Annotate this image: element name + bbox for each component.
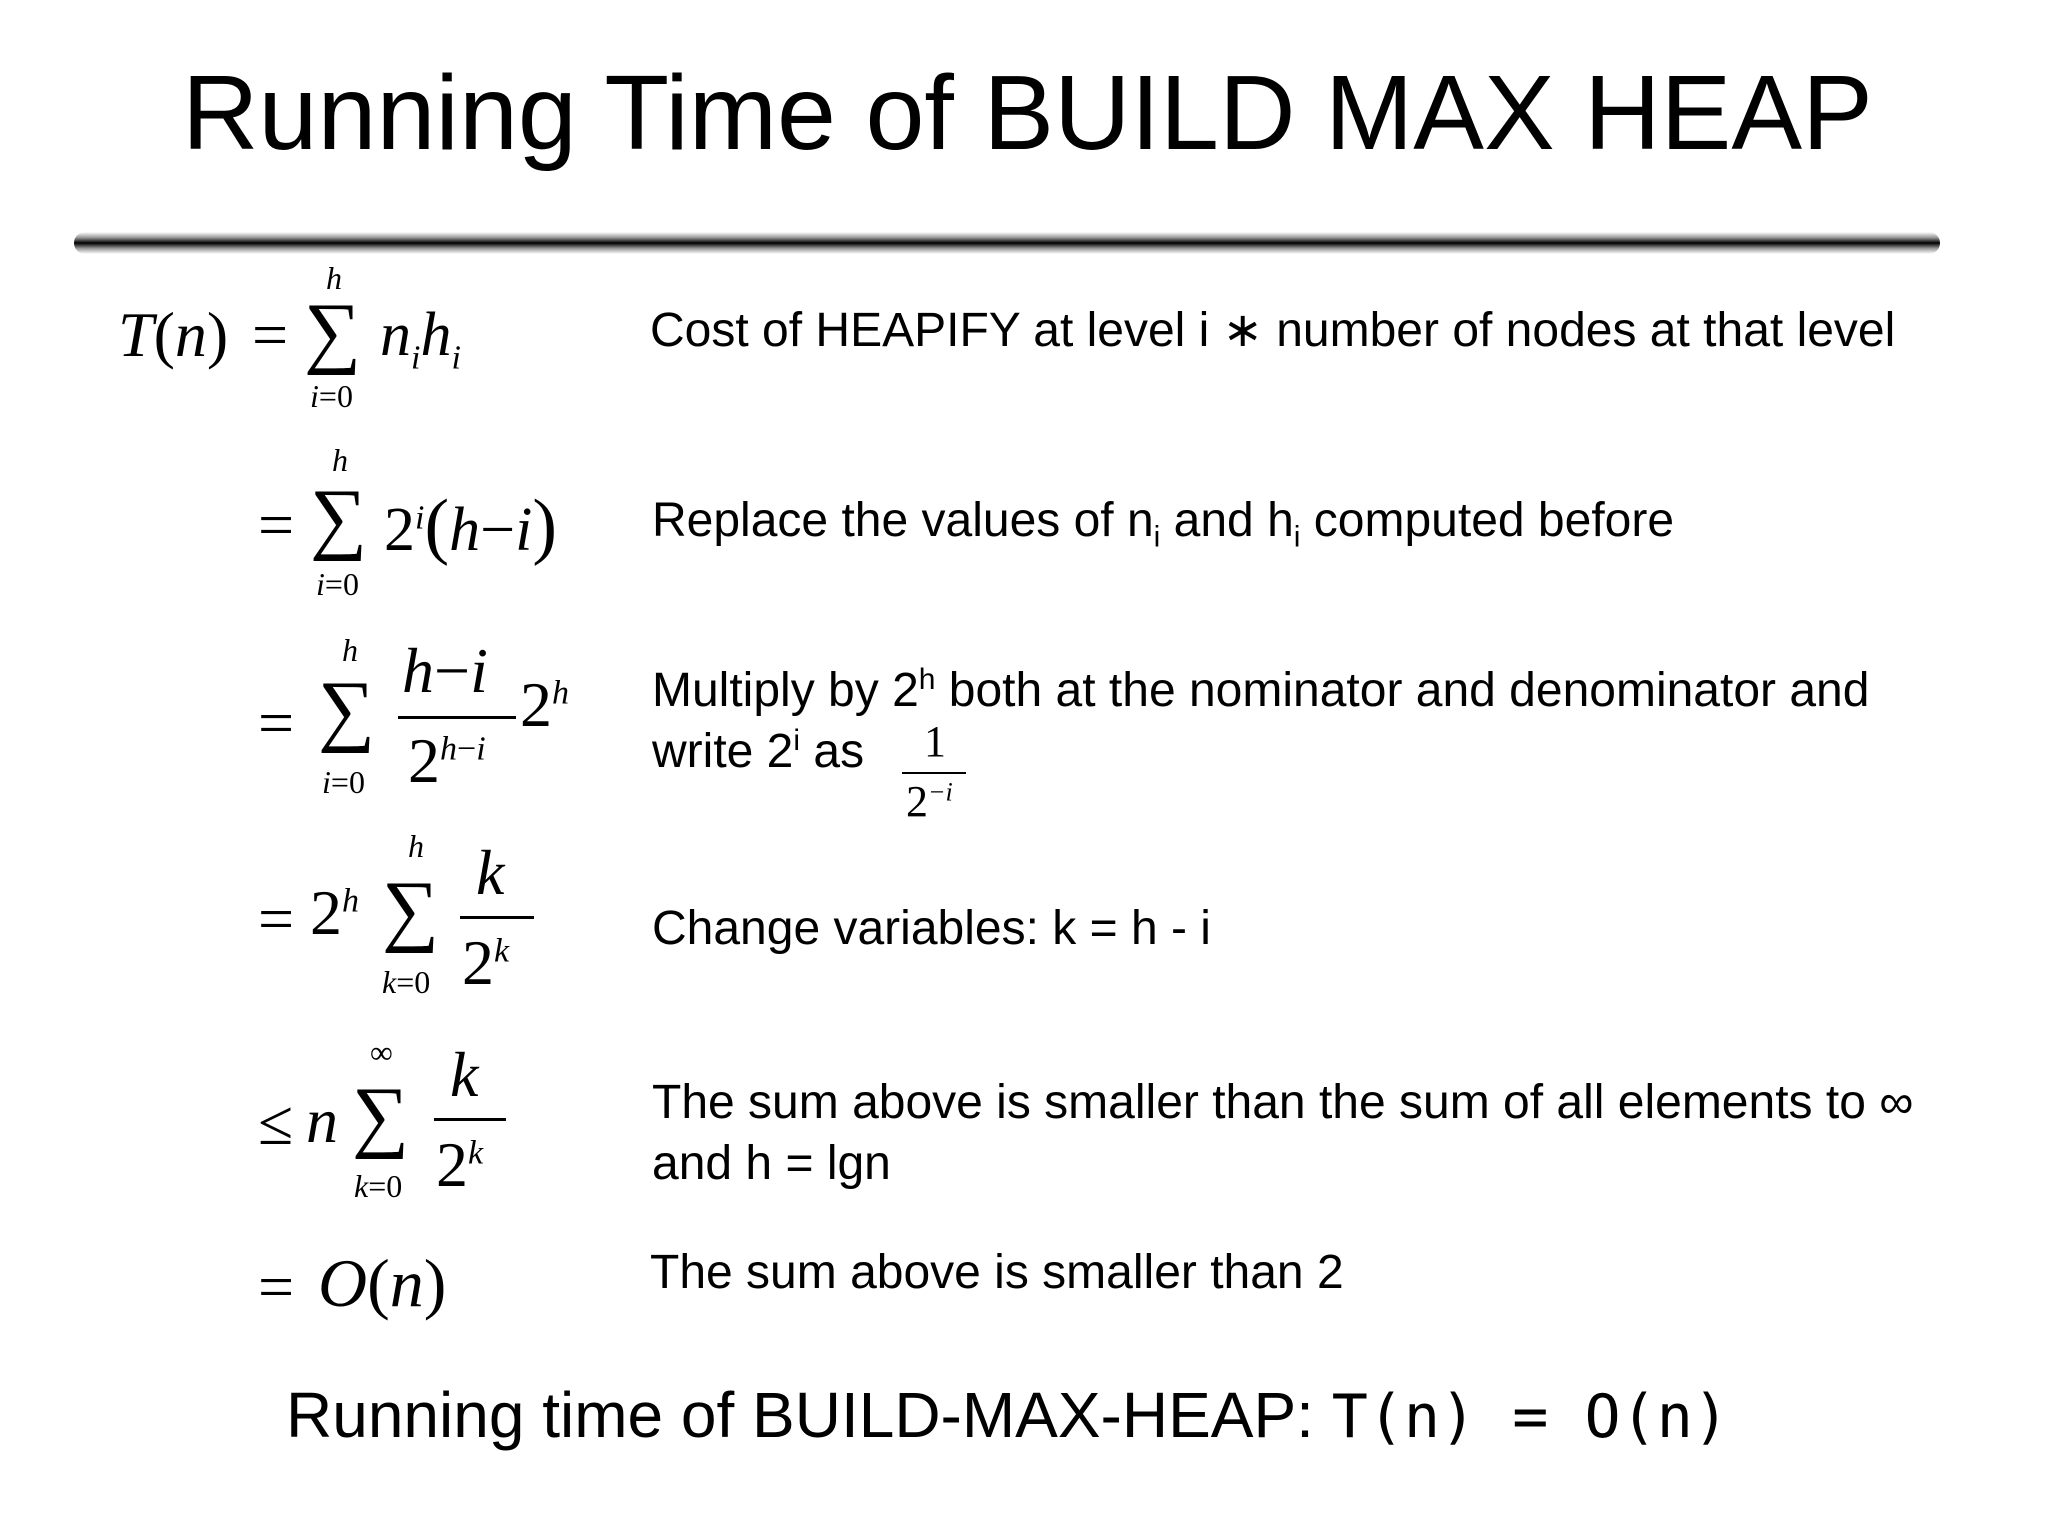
title-divider <box>74 232 1940 254</box>
sum-upper-limit: ∞ <box>370 1034 393 1070</box>
slide-title: Running Time of BUILD MAX HEAP <box>182 54 1873 172</box>
conclusion-formula: T(n) = O(n) <box>1331 1382 1730 1452</box>
sum-lower-limit: k=0 <box>354 1168 403 1204</box>
fraction-numerator: k <box>476 837 505 908</box>
sigma-symbol: ∑ <box>352 1072 410 1160</box>
power-factor: 2$^h$ <box>310 877 359 948</box>
sum-upper-limit: h <box>332 442 348 478</box>
summand: $n_ih_i$ <box>380 301 461 377</box>
sum-lower-limit: i=0 <box>322 764 365 800</box>
power-factor: 2$^h$ <box>520 669 569 740</box>
conclusion-text: Running time of BUILD-MAX-HEAP: <box>286 1379 1332 1451</box>
inline-fraction-denominator: $2^{-i}$ <box>906 777 953 826</box>
explanation-6: The sum above is smaller than 2 <box>650 1246 1344 1299</box>
conclusion <box>286 1378 1729 1452</box>
inline-fraction-numerator: 1 <box>924 717 946 766</box>
formula-row-3 <box>258 630 598 810</box>
formula-row-6 <box>258 1240 518 1330</box>
sigma-symbol: ∑ <box>382 866 440 954</box>
explanation-5-line-2: and h = lgn <box>652 1137 891 1191</box>
formula-row-1 <box>118 262 488 422</box>
explanation-1: Cost of HEAPIFY at level i ∗ number of nodes at that level <box>650 304 1896 357</box>
fraction-numerator: k <box>450 1039 479 1110</box>
explanation-3: Multiply by 2$^h$ both at the nominator and denominator and write 2$^i$ as <box>652 663 1870 779</box>
fraction-bar <box>398 716 516 719</box>
sigma-symbol: ∑ <box>318 666 376 754</box>
equals-sign: = <box>252 299 289 370</box>
equals-sign: = <box>258 489 295 560</box>
sum-upper-limit: h <box>326 260 342 296</box>
formula-lhs: T(n) <box>118 299 229 370</box>
formula-row-4 <box>258 826 558 1006</box>
explanation-5-line-1: The sum above is smaller than the sum of all elements to ∞ <box>652 1076 1914 1129</box>
equals-sign: = <box>258 687 295 758</box>
explanation-4: Change variables: k = h - i <box>652 902 1211 955</box>
fraction-denominator: 2$^k$ <box>462 927 510 998</box>
inline-fraction-bar <box>902 772 966 774</box>
formula-row-5 <box>258 1030 558 1210</box>
fraction-denominator: $2^{h-i}$ <box>408 725 486 796</box>
sum-upper-limit: h <box>342 632 358 668</box>
inline-fraction <box>900 716 970 826</box>
sigma-symbol: ∑ <box>304 288 362 376</box>
sigma-symbol: ∑ <box>310 474 368 562</box>
formula-row-2 <box>258 444 598 604</box>
variable-n: n <box>306 1085 338 1156</box>
explanation-5 <box>652 1072 1913 1195</box>
sum-lower-limit: k=0 <box>382 964 431 1000</box>
sum-upper-limit: h <box>408 828 424 864</box>
sum-lower-limit: i=0 <box>310 378 353 414</box>
sum-lower-limit: i=0 <box>316 566 359 602</box>
equals-sign: = <box>258 1251 295 1322</box>
big-o-result: O(n) <box>318 1245 447 1321</box>
explanation-2: Replace the values of $n_i$ and $h_i$ computed before <box>652 494 1675 554</box>
summand: $2^i(h-i)$ <box>384 485 557 567</box>
equals-sign: = <box>258 883 295 954</box>
less-or-equal-sign: ≤ <box>258 1087 294 1158</box>
fraction-numerator: h−i <box>402 635 488 706</box>
fraction-bar <box>460 916 534 919</box>
fraction-bar <box>434 1118 506 1121</box>
fraction-denominator: 2$^k$ <box>436 1129 484 1200</box>
